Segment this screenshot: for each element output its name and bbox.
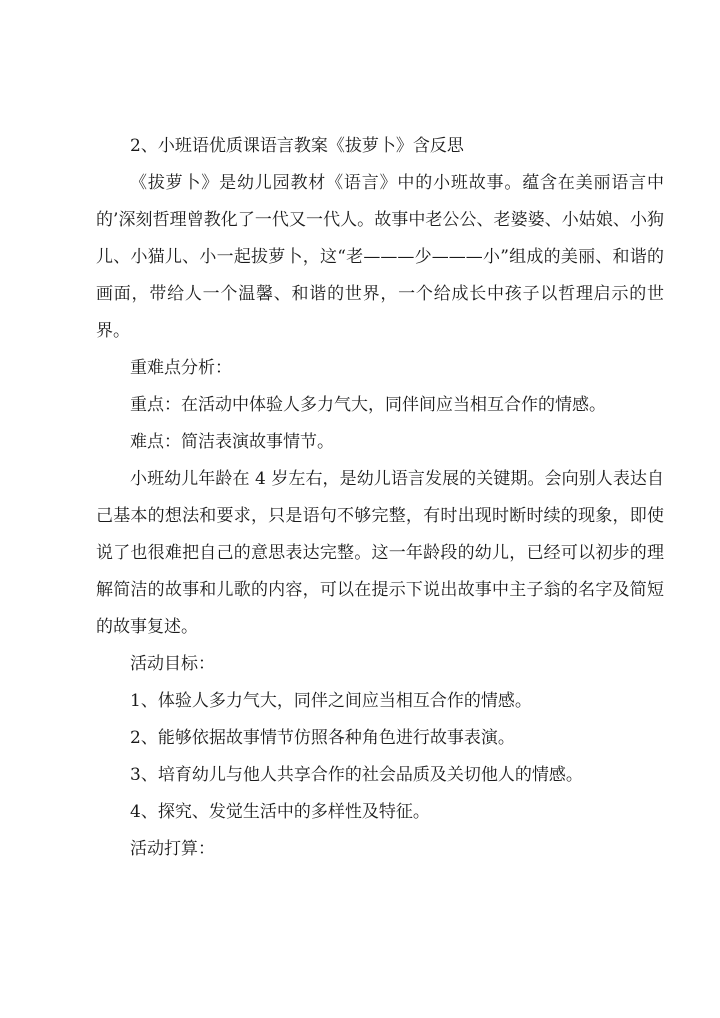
key-points-heading: 重难点分析： — [130, 358, 232, 378]
objective-item: 4、探究、发觉生活中的多样性及特征。 — [130, 802, 430, 822]
learner-analysis-paragraph: 小班幼儿年龄在 4 岁左右，是幼儿语言发展的关键期。会向别人表达自己基本的想法和要求，只是语句不够完整，有时出现时断时续的现象，即使说了也很难把自己的意思表达完整。这一年龄段的幼儿，已经可以初步的理解简洁的故事和儿歌的内容，可以在提示下说出故事中主子翁的名字及简短的故事复述。 — [96, 469, 664, 637]
key-point-paragraph: 重点：在活动中体验人多力气大，同伴间应当相互合作的情感。 — [130, 395, 606, 415]
objective-item: 1、体验人多力气大，同伴之间应当相互合作的情感。 — [130, 691, 532, 711]
objective-item: 2、能够依据故事情节仿照各种角色进行故事表演。 — [130, 728, 515, 748]
section-heading: 2、小班语优质课语言教案《拔萝卜》含反思 — [130, 136, 464, 156]
objective-item: 3、培育幼儿与他人共享合作的社会品质及关切他人的情感。 — [130, 765, 583, 785]
objectives-heading: 活动目标： — [130, 654, 215, 674]
intro-paragraph: 《拔萝卜》是幼儿园教材《语言》中的小班故事。蕴含在美丽语言中的’深刻哲理曾教化了一代又一代人。故事中老公公、老婆婆、小姑娘、小狗儿、小猫儿、小一起拔萝卜，这“老———少———小”组成的美丽、和谐的画面，带给人一个温馨、和谐的世界，一个给成长中孩子以哲理启示的世界。 — [96, 173, 664, 341]
difficulty-paragraph: 难点：简洁表演故事情节。 — [130, 432, 334, 452]
document-body — [96, 128, 664, 868]
preparation-heading: 活动打算： — [130, 839, 215, 859]
